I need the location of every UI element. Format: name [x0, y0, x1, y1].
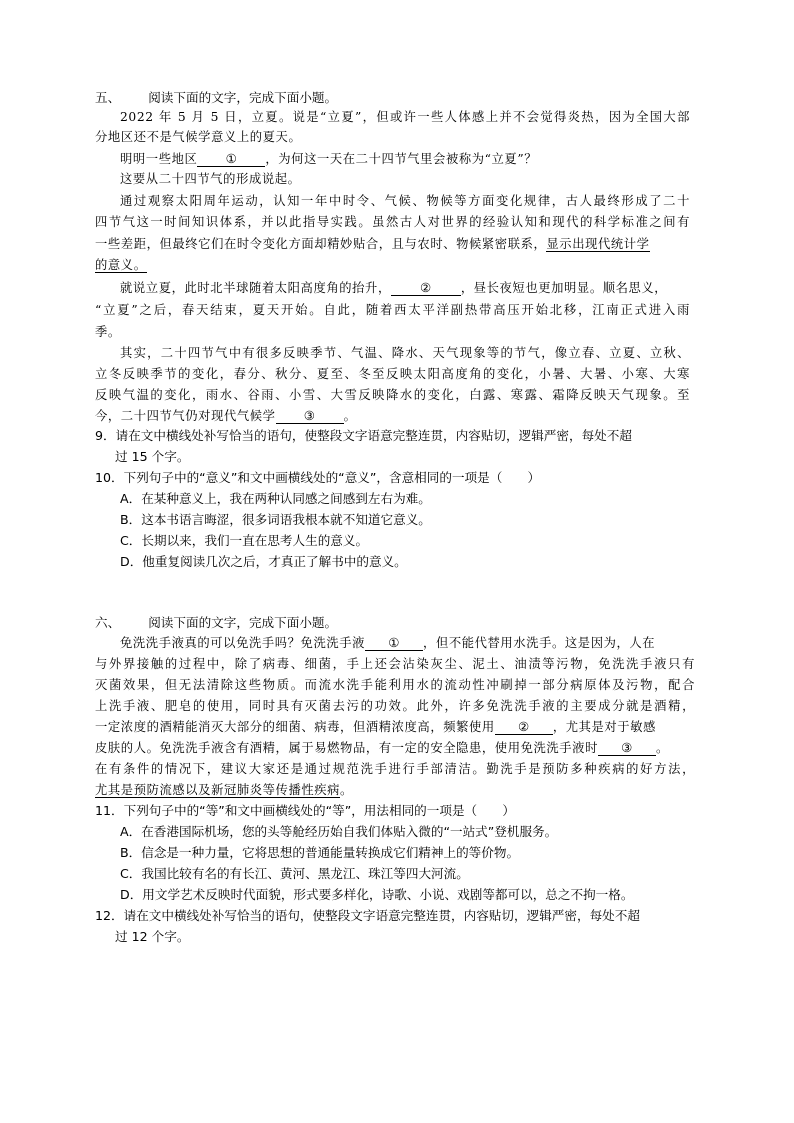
section-5-number: 五、 [95, 90, 121, 105]
passage-5-line: 季。 [95, 325, 121, 339]
passage-6-line: 在有条件的情况下，建议大家还是通过规范洗手进行手部清洁。勤洗手是预防多种疾病的好方法， [95, 762, 695, 776]
option-b: B．这本书语言晦涩，很多词语我根本就不知道它意义。 [120, 512, 431, 527]
question-10-stem: 10．下列句子中的“意义”和文中画横线处的“意义”，含意相同的一项是（ ） [95, 470, 541, 485]
section-6-instruction: 阅读下面的文字，完成下面小题。 [148, 615, 338, 630]
answer-blank-3: ③ [598, 741, 656, 756]
passage-5-line: 立冬反映季节的变化，春分、秋分、夏至、冬至反映太阳高度角的变化，小暑、大暑、小寒、大寒 [95, 367, 690, 381]
passage-5-line: 就说立夏，此时北半球随着太阳高度角的抬升， ② ，昼长夜短也更加明显。顺名思义， [120, 281, 668, 295]
passage-5-line: 其实，二十四节气中有很多反映季节、气温、降水、天气现象等的节气，像立春、立夏、立秋、 [120, 346, 690, 360]
passage-5-line: “立夏”之后，春天结束，夏天开始。自此，随着西太平洋副热带高压开始北移，江南正式进入雨 [95, 303, 690, 317]
passage-6-line: 皮肤的人。免洗洗手液含有酒精，属于易燃物品，有一定的安全隐患，使用免洗洗手液时 ③ 。 [95, 741, 669, 755]
passage-6-line: 一定浓度的酒精能消灭大部分的细菌、病毒，但酒精浓度高，频繁使用 ② ，尤其是对于敏感 [95, 720, 656, 734]
question-12-continued: 过 12 个字。 [115, 929, 190, 944]
passage-5-line: 一些差距，但最终它们在时令变化方面却精妙贴合，且与农时、物候紧密联系，显示出现代统计学 [95, 237, 650, 251]
answer-blank-1: ① [197, 152, 265, 167]
passage-5-line: 今，二十四节气仍对现代气候学 ③ 。 [95, 409, 357, 423]
passage-5-line: 通过观察太阳周年运动，认知一年中时令、气候、物候等方面变化规律，古人最终形成了二十 [120, 194, 690, 208]
answer-blank-2: ② [495, 720, 553, 735]
option-d: D．他重复阅读几次之后，才真正了解书中的意义。 [120, 554, 407, 569]
passage-5-line: 四节气这一时间知识体系，并以此指导实践。虽然古人对世界的经验认知和现代的科学标准之间有 [95, 215, 690, 229]
underlined-phrase: 的意义。 [95, 258, 147, 272]
passage-5-line: 这要从二十四节气的形成说起。 [120, 172, 301, 186]
option-c: C．长期以来，我们一直在思考人生的意义。 [120, 533, 369, 548]
passage-6-line: 尤其是预防流感以及新冠肺炎等传播性疾病。 [95, 783, 353, 797]
passage-5-line [95, 257, 147, 273]
passage-5-line: 分地区还不是气候学意义上的夏天。 [95, 130, 302, 144]
option-c: C．我国比较有名的有长江、黄河、黑龙江、珠江等四大河流。 [120, 866, 469, 881]
passage-5-line: 2022 年 5 月 5 日，立夏。说是“立夏”，但或许一些人体感上并不会觉得炎热，因为全国大部 [120, 110, 690, 124]
underlined-phrase: 尤其是预防流感以及新冠肺炎等传播性疾病 [95, 783, 341, 797]
option-d: D．用文学艺术反映时代面貌，形式要多样化，诗歌、小说、戏剧等都可以，总之不拘一格。 [120, 887, 634, 902]
section-5-instruction: 阅读下面的文字，完成下面小题。 [148, 90, 338, 105]
passage-6-line: 灭菌效果，但无法清除这些物质。而流水洗手能利用水的流动性冲刷掉一部分病原体及污物，配合 [95, 678, 695, 692]
passage-6-line: 上洗手液、肥皂的使用，同时具有灭菌去污的功效。此外，许多免洗洗手液的主要成分就是酒精， [95, 699, 695, 713]
question-9: 9．请在文中横线处补写恰当的语句，使整段文字语意完整连贯，内容贴切，逻辑严密，每处不超 [95, 428, 632, 443]
passage-5-line: 明明一些地区 ① ，为何这一天在二十四节气里会被称为“立夏”？ [120, 152, 538, 166]
question-11-stem: 11．下列句子中的“等”和文中画横线处的“等”，用法相同的一项是（ ） [95, 803, 515, 818]
question-9-continued: 过 15 个字。 [115, 449, 190, 464]
passage-6-line: 免洗洗手液真的可以免洗手吗？免洗洗手液 ① ，但不能代替用水洗手。这是因为，人在 [120, 636, 656, 650]
option-a: A．在香港国际机场，您的头等舱经历始自我们体贴入微的“一站式”登机服务。 [120, 824, 558, 839]
answer-blank-1: ① [365, 636, 423, 651]
section-6-heading [95, 615, 337, 631]
option-a: A．在某种意义上，我在两种认同感之间感到左右为难。 [120, 491, 431, 506]
passage-6-line: 与外界接触的过程中，除了病毒、细菌，手上还会沾染灰尘、泥土、油渍等污物，免洗洗手液只有 [95, 657, 695, 671]
section-6-number: 六、 [95, 615, 121, 630]
section-5-heading [95, 90, 337, 106]
answer-blank-3: ③ [276, 409, 344, 424]
passage-5-line: 反映气温的变化，雨水、谷雨、小雪、大雪反映降水的变化，白露、寒露、霜降反映天气现象。至 [95, 388, 690, 402]
option-b: B．信念是一种力量，它将思想的普通能量转换成它们精神上的等价物。 [120, 845, 520, 860]
underlined-phrase: 显示出现代统计学 [546, 237, 650, 251]
question-12: 12．请在文中横线处补写恰当的语句，使整段文字语意完整连贯，内容贴切，逻辑严密，每处不超 [95, 908, 640, 923]
answer-blank-2: ② [391, 281, 461, 296]
